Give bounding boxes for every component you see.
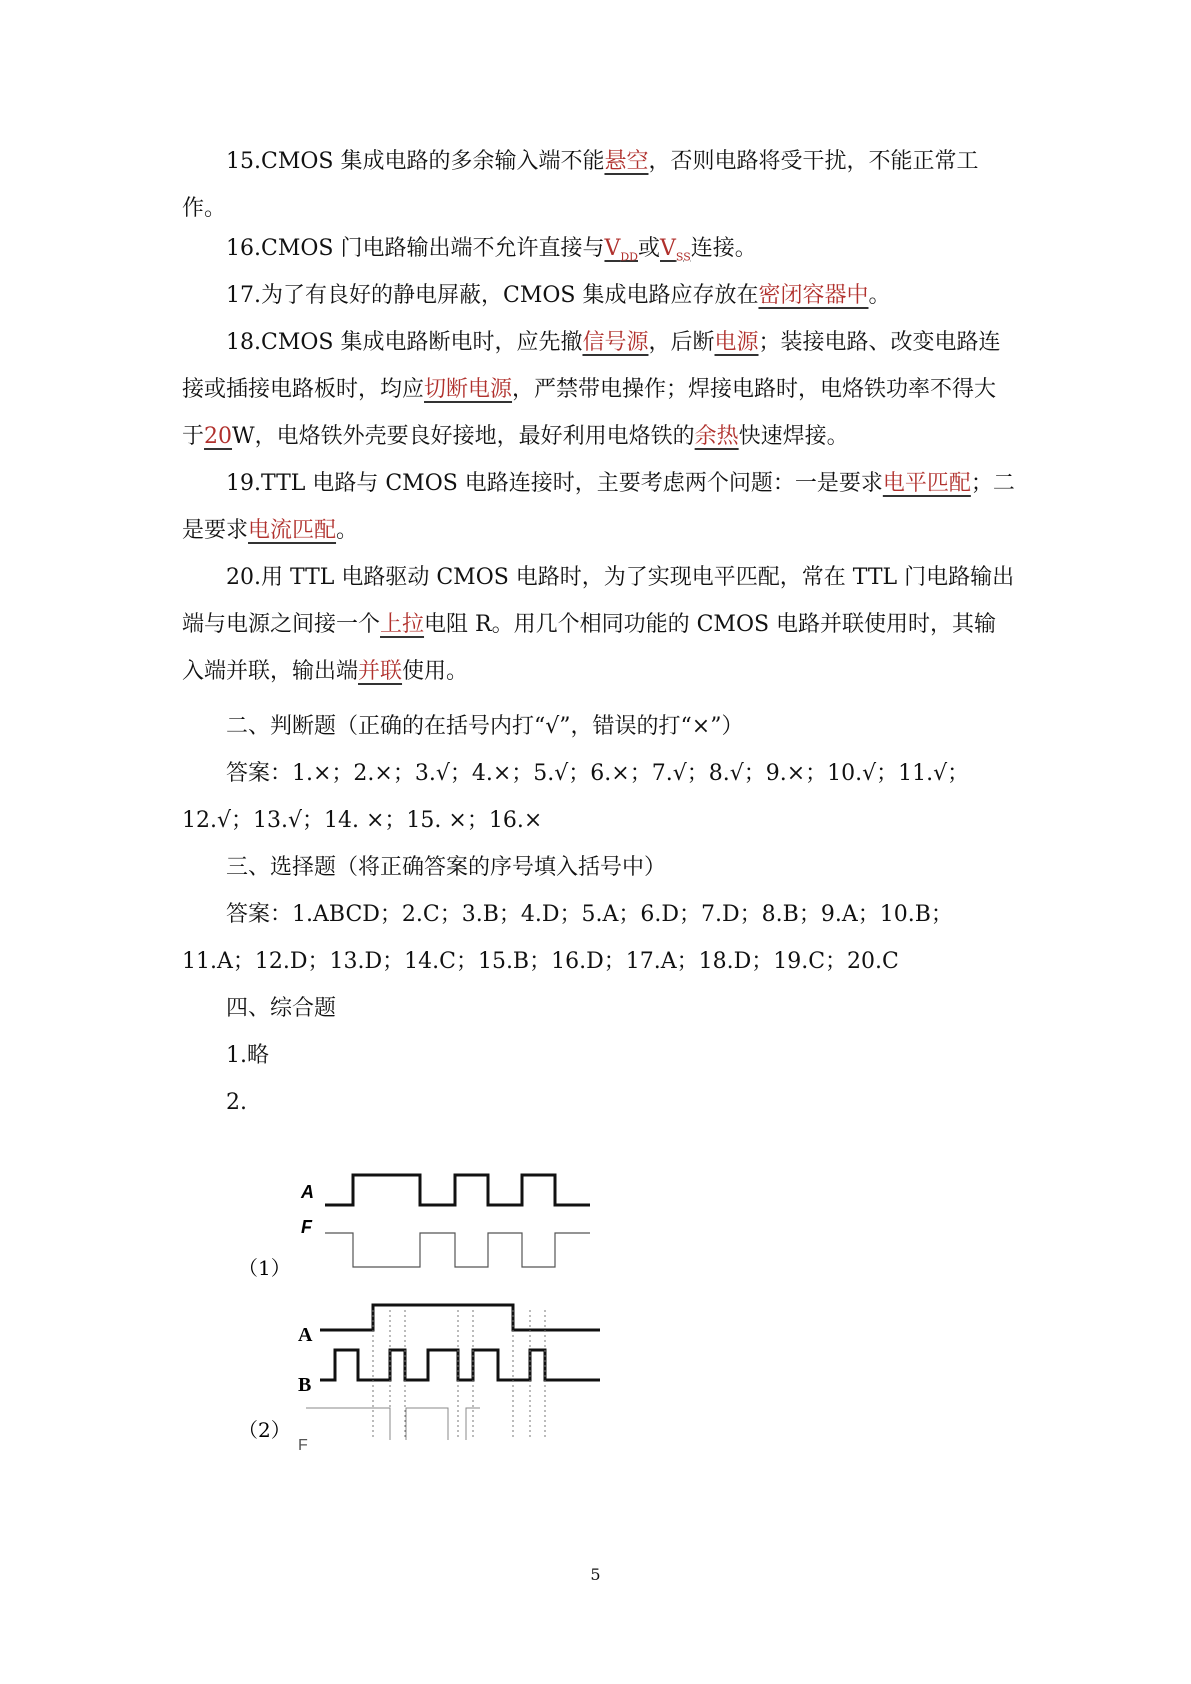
answer-blank: 电源 [714, 330, 759, 355]
signal-label-f: F [301, 1217, 312, 1237]
waveform-f [306, 1408, 480, 1440]
question-19: 19.TTL 电路与 CMOS 电路连接时，主要考虑两个问题：一是要求电平匹配；二是要求电流匹配。 [182, 471, 1015, 543]
answer-blank: 余热 [694, 424, 739, 449]
answer-blank: 上拉 [380, 612, 425, 637]
question-16: 16.CMOS 门电路输出端不允许直接与$V_{DD}$或$V_{SS}$连接。 [226, 236, 757, 264]
question-17: 17.为了有良好的静电屏蔽，CMOS 集成电路应存放在密闭容器中。 [226, 283, 891, 308]
answer-blank: 20 [204, 424, 233, 449]
answer-blank: 信号源 [582, 330, 649, 355]
question-15: 15.CMOS 集成电路的多余输入端不能悬空，否则电路将受干扰，不能正常工作。 [182, 149, 979, 221]
timing-diagrams [230, 1150, 670, 1450]
answer-blank: $V_{DD}$ [604, 236, 638, 264]
timing-diagram-2 [238, 1305, 600, 1450]
answer-blank: 悬空 [604, 149, 649, 174]
section-4-title: 四、综合题 [226, 996, 337, 1021]
signal-label-a: A [298, 1324, 313, 1346]
waveform-f [325, 1233, 590, 1267]
waveform-a [325, 1175, 590, 1205]
section-4-item-2: 2. [226, 1090, 247, 1115]
section-3-answers: 答案：1.ABCD；2.C；3.B；4.D；5.A；6.D；7.D；8.B；9.A；10.B；11.A；12.D；13.D；14.C；15.B；16.D；17.A；18.D；19.C；20.C [182, 902, 953, 974]
answer-blank: 并联 [358, 659, 403, 684]
answer-blank: 密闭容器中 [758, 283, 869, 308]
question-18: 18.CMOS 集成电路断电时，应先撤信号源，后断电源；装接电路、改变电路连接或插接电路板时，均应切断电源，严禁带电操作；焊接电路时，电烙铁功率不得大于20W，电烙铁外壳要良好接地，最好利用电烙铁的余热快速焊接。 [182, 330, 1001, 449]
diagram-1-label: （1） [238, 1256, 291, 1280]
section-2-answers: 答案：1.×；2.×；3.√；4.×；5.√；6.×；7.√；8.√；9.×；10.√；11.√；12.√；13.√；14. ×；15. ×；16.× [182, 761, 970, 833]
diagram-2-label: （2） [238, 1418, 291, 1442]
section-3-title: 三、选择题（将正确答案的序号填入括号中） [226, 855, 667, 880]
answer-blank: 电流匹配 [248, 518, 337, 543]
waveform-b [320, 1350, 600, 1380]
answer-blank: $V_{SS}$ [660, 236, 691, 264]
signal-label-b: B [298, 1374, 312, 1396]
timing-diagram-1 [238, 1175, 590, 1280]
question-20: 20.用 TTL 电路驱动 CMOS 电路时，为了实现电平匹配，常在 TTL 门电路输出端与电源之间接一个上拉电阻 R。用几个相同功能的 CMOS 电路并联使用时，其输入端并联，输出端并联使用。 [182, 565, 1015, 684]
signal-label-f: F [298, 1437, 308, 1450]
answer-blank: 电平匹配 [882, 471, 971, 496]
waveform-a [320, 1305, 600, 1330]
section-2-title: 二、判断题（正确的在括号内打“√”，错误的打“×”） [226, 714, 744, 739]
signal-label-a: A [301, 1182, 314, 1202]
answer-blank: 切断电源 [424, 377, 513, 402]
section-4-item-1: 1.略 [226, 1043, 269, 1068]
page-number: 5 [590, 1565, 601, 1584]
